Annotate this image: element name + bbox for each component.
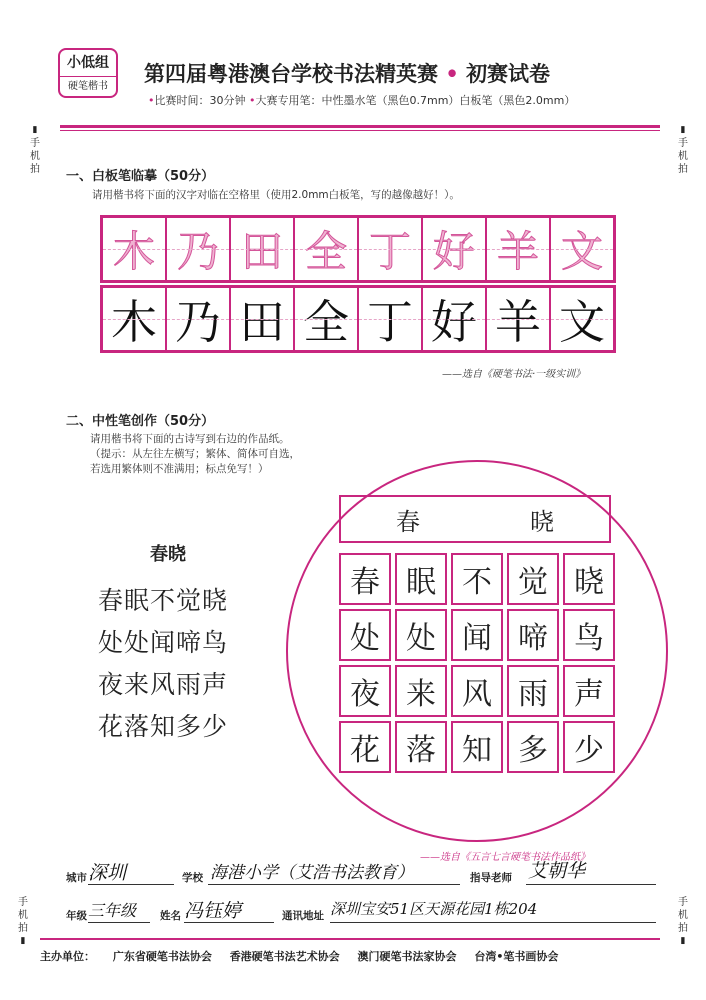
teacher-value[interactable]: 艾朝华 xyxy=(528,860,586,882)
name-value[interactable]: 冯钰婷 xyxy=(184,900,242,922)
work-paper-cell[interactable]: 处 xyxy=(339,609,391,661)
address-underline xyxy=(330,922,656,923)
work-paper-cell[interactable]: 多 xyxy=(507,721,559,773)
title-dot: • xyxy=(445,61,459,86)
camera-icon: ▮ xyxy=(32,125,38,135)
header-rule xyxy=(60,125,660,128)
organizers xyxy=(40,948,572,964)
teacher-underline xyxy=(526,884,656,885)
work-paper-cell[interactable]: 晓 xyxy=(563,553,615,605)
tracing-row xyxy=(100,215,616,283)
camera-icon: ▮ xyxy=(20,936,26,946)
page-title xyxy=(144,58,550,88)
copy-cell[interactable]: 乃 xyxy=(166,287,230,351)
edge-camera-label-tr xyxy=(676,124,690,176)
address-value[interactable]: 深圳宝安51区天源花园1栋204 xyxy=(330,900,538,918)
grade-label: 年级 xyxy=(66,910,87,922)
work-paper-cell[interactable]: 少 xyxy=(563,721,615,773)
tracing-cell: 木 xyxy=(102,217,166,281)
badge-group: 小低组 xyxy=(60,50,116,77)
edge-text: 手机拍 xyxy=(18,897,28,934)
address-label: 通讯地址 xyxy=(282,910,324,922)
edge-camera-label-br xyxy=(676,896,690,948)
title-main: 第四届粤港澳台学校书法精英赛 xyxy=(144,61,438,86)
copy-row xyxy=(100,285,616,353)
work-paper-cell[interactable]: 来 xyxy=(395,665,447,717)
tracing-cell: 乃 xyxy=(166,217,230,281)
poem-line: 春眠不觉晓 xyxy=(98,586,229,615)
section2-credit: ——选自《五言七言硬笔书法作品纸》 xyxy=(420,852,590,863)
organizer-item: 澳门硬笔书法家协会 xyxy=(357,950,457,963)
paper-title-char: 春 xyxy=(396,507,420,536)
section1-title: 一、白板笔临摹（50分） xyxy=(66,169,215,184)
grade-value[interactable]: 三年级 xyxy=(88,901,137,920)
section1-credit: ——选自《硬笔书法·一级实训》 xyxy=(442,369,586,380)
work-paper-cell[interactable]: 啼 xyxy=(507,609,559,661)
exam-pen: 大赛专用笔：中性墨水笔（黑色0.7mm）白板笔（黑色2.0mm） xyxy=(255,94,576,107)
work-paper-cell[interactable]: 闻 xyxy=(451,609,503,661)
edge-text: 手机拍 xyxy=(678,138,688,175)
poem-title: 春晓 xyxy=(150,544,186,565)
work-paper-grid xyxy=(339,553,615,773)
tracing-cell: 羊 xyxy=(486,217,550,281)
organizer-item: 香港硬笔书法艺术协会 xyxy=(229,950,340,963)
poem-line: 处处闻啼鸟 xyxy=(98,628,229,657)
exam-time: 比赛时间：30分钟 xyxy=(154,94,246,107)
name-underline xyxy=(184,922,274,923)
organizer-item: 广东省硬笔书法协会 xyxy=(112,950,212,963)
city-underline xyxy=(88,884,174,885)
tracing-cell: 丁 xyxy=(358,217,422,281)
work-paper-cell[interactable]: 雨 xyxy=(507,665,559,717)
copy-cell[interactable]: 羊 xyxy=(486,287,550,351)
exam-info xyxy=(148,92,575,108)
edge-text: 手机拍 xyxy=(678,897,688,934)
bullet: • xyxy=(148,94,155,107)
edge-text: 手机拍 xyxy=(30,138,40,175)
school-value[interactable]: 海港小学（艾浩书法教育） xyxy=(210,863,414,883)
organizer-item: 台湾•笔书画协会 xyxy=(474,950,559,963)
school-label: 学校 xyxy=(182,872,203,884)
poem-text xyxy=(98,580,228,748)
camera-icon: ▮ xyxy=(680,125,686,135)
copy-cell[interactable]: 全 xyxy=(294,287,358,351)
work-paper-cell[interactable]: 夜 xyxy=(339,665,391,717)
section2-hint-2: 若选用繁体则不准满用；标点免写！） xyxy=(90,463,269,475)
section2-title: 二、中性笔创作（50分） xyxy=(66,414,215,429)
work-paper-cell[interactable]: 知 xyxy=(451,721,503,773)
copy-cell[interactable]: 木 xyxy=(102,287,166,351)
section2-instruction: 请用楷书将下面的古诗写到右边的作品纸。 xyxy=(90,433,290,445)
work-paper-cell[interactable]: 不 xyxy=(451,553,503,605)
group-badge xyxy=(58,48,118,98)
tracing-cell: 田 xyxy=(230,217,294,281)
header-rule-thin xyxy=(60,130,660,131)
work-paper-title xyxy=(339,495,611,543)
work-paper-cell[interactable]: 处 xyxy=(395,609,447,661)
work-paper-cell[interactable]: 声 xyxy=(563,665,615,717)
camera-icon: ▮ xyxy=(680,936,686,946)
city-value[interactable]: 深圳 xyxy=(88,862,127,884)
work-paper-cell[interactable]: 花 xyxy=(339,721,391,773)
work-paper-cell[interactable]: 落 xyxy=(395,721,447,773)
section2-hint-1: （提示：从左往左横写；繁体、简体可自选， xyxy=(90,448,300,460)
poem-line: 夜来风雨声 xyxy=(98,670,229,699)
organizer-label: 主办单位： xyxy=(40,950,95,963)
work-paper-cell[interactable]: 春 xyxy=(339,553,391,605)
teacher-label: 指导老师 xyxy=(470,872,512,884)
tracing-cell: 全 xyxy=(294,217,358,281)
bullet: • xyxy=(249,94,256,107)
work-paper-cell[interactable]: 眠 xyxy=(395,553,447,605)
school-underline xyxy=(208,884,460,885)
work-paper-cell[interactable]: 觉 xyxy=(507,553,559,605)
tracing-cell: 文 xyxy=(550,217,614,281)
name-label: 姓名 xyxy=(160,910,181,922)
city-label: 城市 xyxy=(66,872,87,884)
footer-rule xyxy=(40,938,660,940)
title-suffix: 初赛试卷 xyxy=(466,61,551,86)
copy-cell[interactable]: 田 xyxy=(230,287,294,351)
copy-cell[interactable]: 丁 xyxy=(358,287,422,351)
edge-camera-label-bl xyxy=(16,896,30,948)
poem-line: 花落知多少 xyxy=(98,712,229,741)
edge-camera-label-tl xyxy=(28,124,42,176)
badge-style: 硬笔楷书 xyxy=(68,81,108,92)
copy-cell[interactable]: 好 xyxy=(422,287,486,351)
section1-instruction: 请用楷书将下面的汉字对临在空格里（使用2.0mm白板笔，写的越像越好！）。 xyxy=(92,189,460,201)
grade-underline xyxy=(88,922,150,923)
copy-cell[interactable]: 文 xyxy=(550,287,614,351)
work-paper-cell[interactable]: 风 xyxy=(451,665,503,717)
paper-title-char: 晓 xyxy=(530,507,554,536)
tracing-cell: 好 xyxy=(422,217,486,281)
work-paper-cell[interactable]: 鸟 xyxy=(563,609,615,661)
